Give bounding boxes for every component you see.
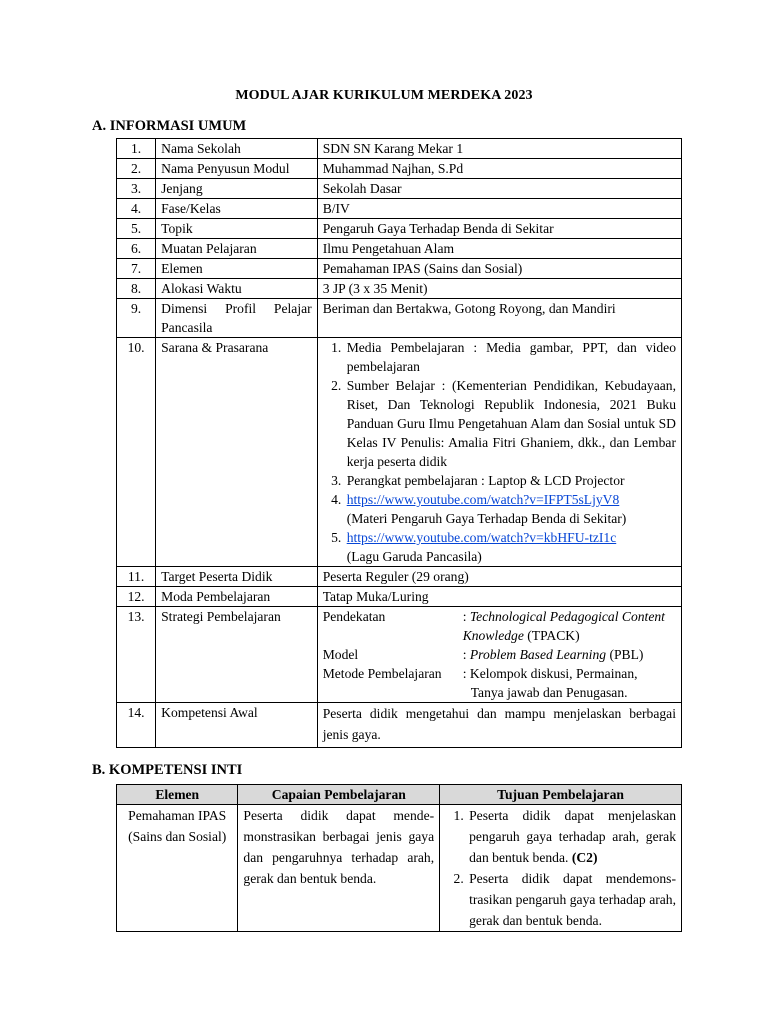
row-label: Elemen xyxy=(156,259,318,279)
row-value: B/IV xyxy=(317,199,681,219)
row-number: 4. xyxy=(117,199,156,219)
table-row-sarana xyxy=(117,338,682,567)
row-value: Pengaruh Gaya Terhadap Benda di Sekitar xyxy=(317,219,681,239)
list-item xyxy=(467,805,676,868)
row-value: SDN SN Karang Mekar 1 xyxy=(317,139,681,159)
row-number: 6. xyxy=(117,239,156,259)
row-number: 3. xyxy=(117,179,156,199)
row-number: 8. xyxy=(117,279,156,299)
table-row xyxy=(117,199,682,219)
table-header-row xyxy=(117,785,682,805)
table-row xyxy=(117,805,682,932)
list-item: 2. Peserta didik dapat mendemons-trasikan pengaruh gaya terhadap arah, gerak dan bentuk benda. xyxy=(467,868,676,931)
document-title: MODUL AJAR KURIKULUM MERDEKA 2023 xyxy=(235,88,533,103)
strategi-cell xyxy=(317,607,681,703)
elemen-cell: Pemahaman IPAS (Sains dan Sosial) xyxy=(117,805,238,932)
video-link-1[interactable]: https://www.youtube.com/watch?v=IFPT5sLjyV8 xyxy=(346,492,620,507)
table-row xyxy=(117,179,682,199)
table-row xyxy=(117,139,682,159)
tujuan-1-text: Peserta didik dapat menjelaskan pengaruh gaya terhadap arah, gerak dan bentuk benda. xyxy=(469,808,676,865)
list-item xyxy=(345,490,676,528)
table-row xyxy=(117,159,682,179)
row-label: Topik xyxy=(156,219,318,239)
row-number: 10. xyxy=(117,338,156,567)
strategi-model: Model : Problem Based Learning (PBL) xyxy=(322,647,644,662)
metode-key: Metode Pembelajaran xyxy=(322,666,442,681)
strategi-metode: Metode Pembelajaran : Kelompok diskusi, Permainan, Tanya jawab dan Penugasan. xyxy=(322,666,638,700)
kompetensi-inti-table xyxy=(116,784,682,932)
row-number: 5. xyxy=(117,219,156,239)
table-row xyxy=(117,587,682,607)
row-label: Nama Sekolah xyxy=(156,139,318,159)
row-label: Target Peserta Didik xyxy=(156,567,318,587)
row-value: Pemahaman IPAS (Sains dan Sosial) xyxy=(317,259,681,279)
column-header: Tujuan Pembelajaran xyxy=(440,785,682,805)
table-row xyxy=(117,703,682,748)
row-number: 2. xyxy=(117,159,156,179)
row-value: Tatap Muka/Luring xyxy=(317,587,681,607)
row-label: Kompetensi Awal xyxy=(156,703,318,748)
table-row xyxy=(117,239,682,259)
metode-value-1: Kelompok diskusi, Permainan, xyxy=(469,666,638,681)
row-number: 9. xyxy=(117,299,156,338)
model-value: Problem Based Learning xyxy=(469,647,607,662)
model-abbr: (PBL) xyxy=(609,647,644,662)
row-label: Fase/Kelas xyxy=(156,199,318,219)
section-a-heading: A. INFORMASI UMUM xyxy=(92,118,247,134)
row-number: 11. xyxy=(117,567,156,587)
list-item: 2. Sumber Belajar : (Kementerian Pendidikan, Kebudayaan, Riset, Dan Teknologi Republik Indonesia, 2021 Buku Panduan Guru Ilmu Pengetahuan Alam dan Sosial untuk SD Kelas IV Penulis: Amalia Fitri Ghaniem, dkk., dan Lembar kerja peserta didik xyxy=(345,376,676,471)
sarana-list xyxy=(323,338,676,566)
metode-value-2: Tanya jawab dan Penugasan. xyxy=(470,685,628,700)
row-label: Nama Penyusun Modul xyxy=(156,159,318,179)
row-label: Alokasi Waktu xyxy=(156,279,318,299)
list-item: 1. Media Pembelajaran : Media gambar, PPT, dan video pembelajaran xyxy=(345,338,676,376)
row-label: Sarana & Prasarana xyxy=(156,338,318,567)
row-label: Jenjang xyxy=(156,179,318,199)
row-number: 7. xyxy=(117,259,156,279)
row-value: Peserta Reguler (29 orang) xyxy=(317,567,681,587)
row-value: Muhammad Najhan, S.Pd xyxy=(317,159,681,179)
row-value: 3 JP (3 x 35 Menit) xyxy=(317,279,681,299)
row-value: Peserta didik mengetahui dan mampu menjelaskan berbagai jenis gaya. xyxy=(317,703,681,748)
row-value: Beriman dan Bertakwa, Gotong Royong, dan Mandiri xyxy=(317,299,681,338)
informasi-umum-body xyxy=(117,139,682,748)
row-number: 1. xyxy=(117,139,156,159)
table-row xyxy=(117,279,682,299)
row-label: Strategi Pembelajaran xyxy=(156,607,318,703)
strategi-pendekatan: Pendekatan : Technological Pedagogical Content Knowledge (TPACK) xyxy=(322,609,665,643)
column-header: Elemen xyxy=(117,785,238,805)
table-row-strategi xyxy=(117,607,682,703)
table-row xyxy=(117,299,682,338)
list-item: 3. Perangkat pembelajaran : Laptop & LCD Projector xyxy=(345,471,676,490)
informasi-umum-table xyxy=(116,138,682,748)
list-item xyxy=(345,528,676,566)
pendekatan-key: Pendekatan xyxy=(322,609,386,624)
sarana-list-cell xyxy=(317,338,681,567)
row-label: Dimensi Profil Pelajar Pancasila xyxy=(156,299,318,338)
row-label: Moda Pembelajaran xyxy=(156,587,318,607)
table-row xyxy=(117,219,682,239)
video-link-1-note: (Materi Pengaruh Gaya Terhadap Benda di Sekitar) xyxy=(346,511,627,526)
capaian-cell: Peserta didik dapat mende-monstrasikan berbagai jenis gaya dan pengaruhnya terhadap arah, gerak dan bentuk benda. xyxy=(238,805,440,932)
pendekatan-abbr: (TPACK) xyxy=(527,628,580,643)
row-label: Muatan Pelajaran xyxy=(156,239,318,259)
row-value: Sekolah Dasar xyxy=(317,179,681,199)
row-number: 12. xyxy=(117,587,156,607)
row-value: Ilmu Pengetahuan Alam xyxy=(317,239,681,259)
pendekatan-value: Technological Pedagogical Content Knowledge xyxy=(462,609,665,643)
table-row xyxy=(117,259,682,279)
model-key: Model xyxy=(322,647,359,662)
column-header: Capaian Pembelajaran xyxy=(238,785,440,805)
row-number: 13. xyxy=(117,607,156,703)
video-link-2[interactable]: https://www.youtube.com/watch?v=kbHFU-tzI1c xyxy=(346,530,617,545)
table-row xyxy=(117,567,682,587)
tujuan-list xyxy=(445,805,676,931)
video-link-2-note: (Lagu Garuda Pancasila) xyxy=(346,549,482,564)
row-number: 14. xyxy=(117,703,156,748)
section-b-heading: B. KOMPETENSI INTI xyxy=(92,762,243,778)
tujuan-cell xyxy=(440,805,682,932)
tujuan-1-tag: (C2) xyxy=(571,850,598,865)
